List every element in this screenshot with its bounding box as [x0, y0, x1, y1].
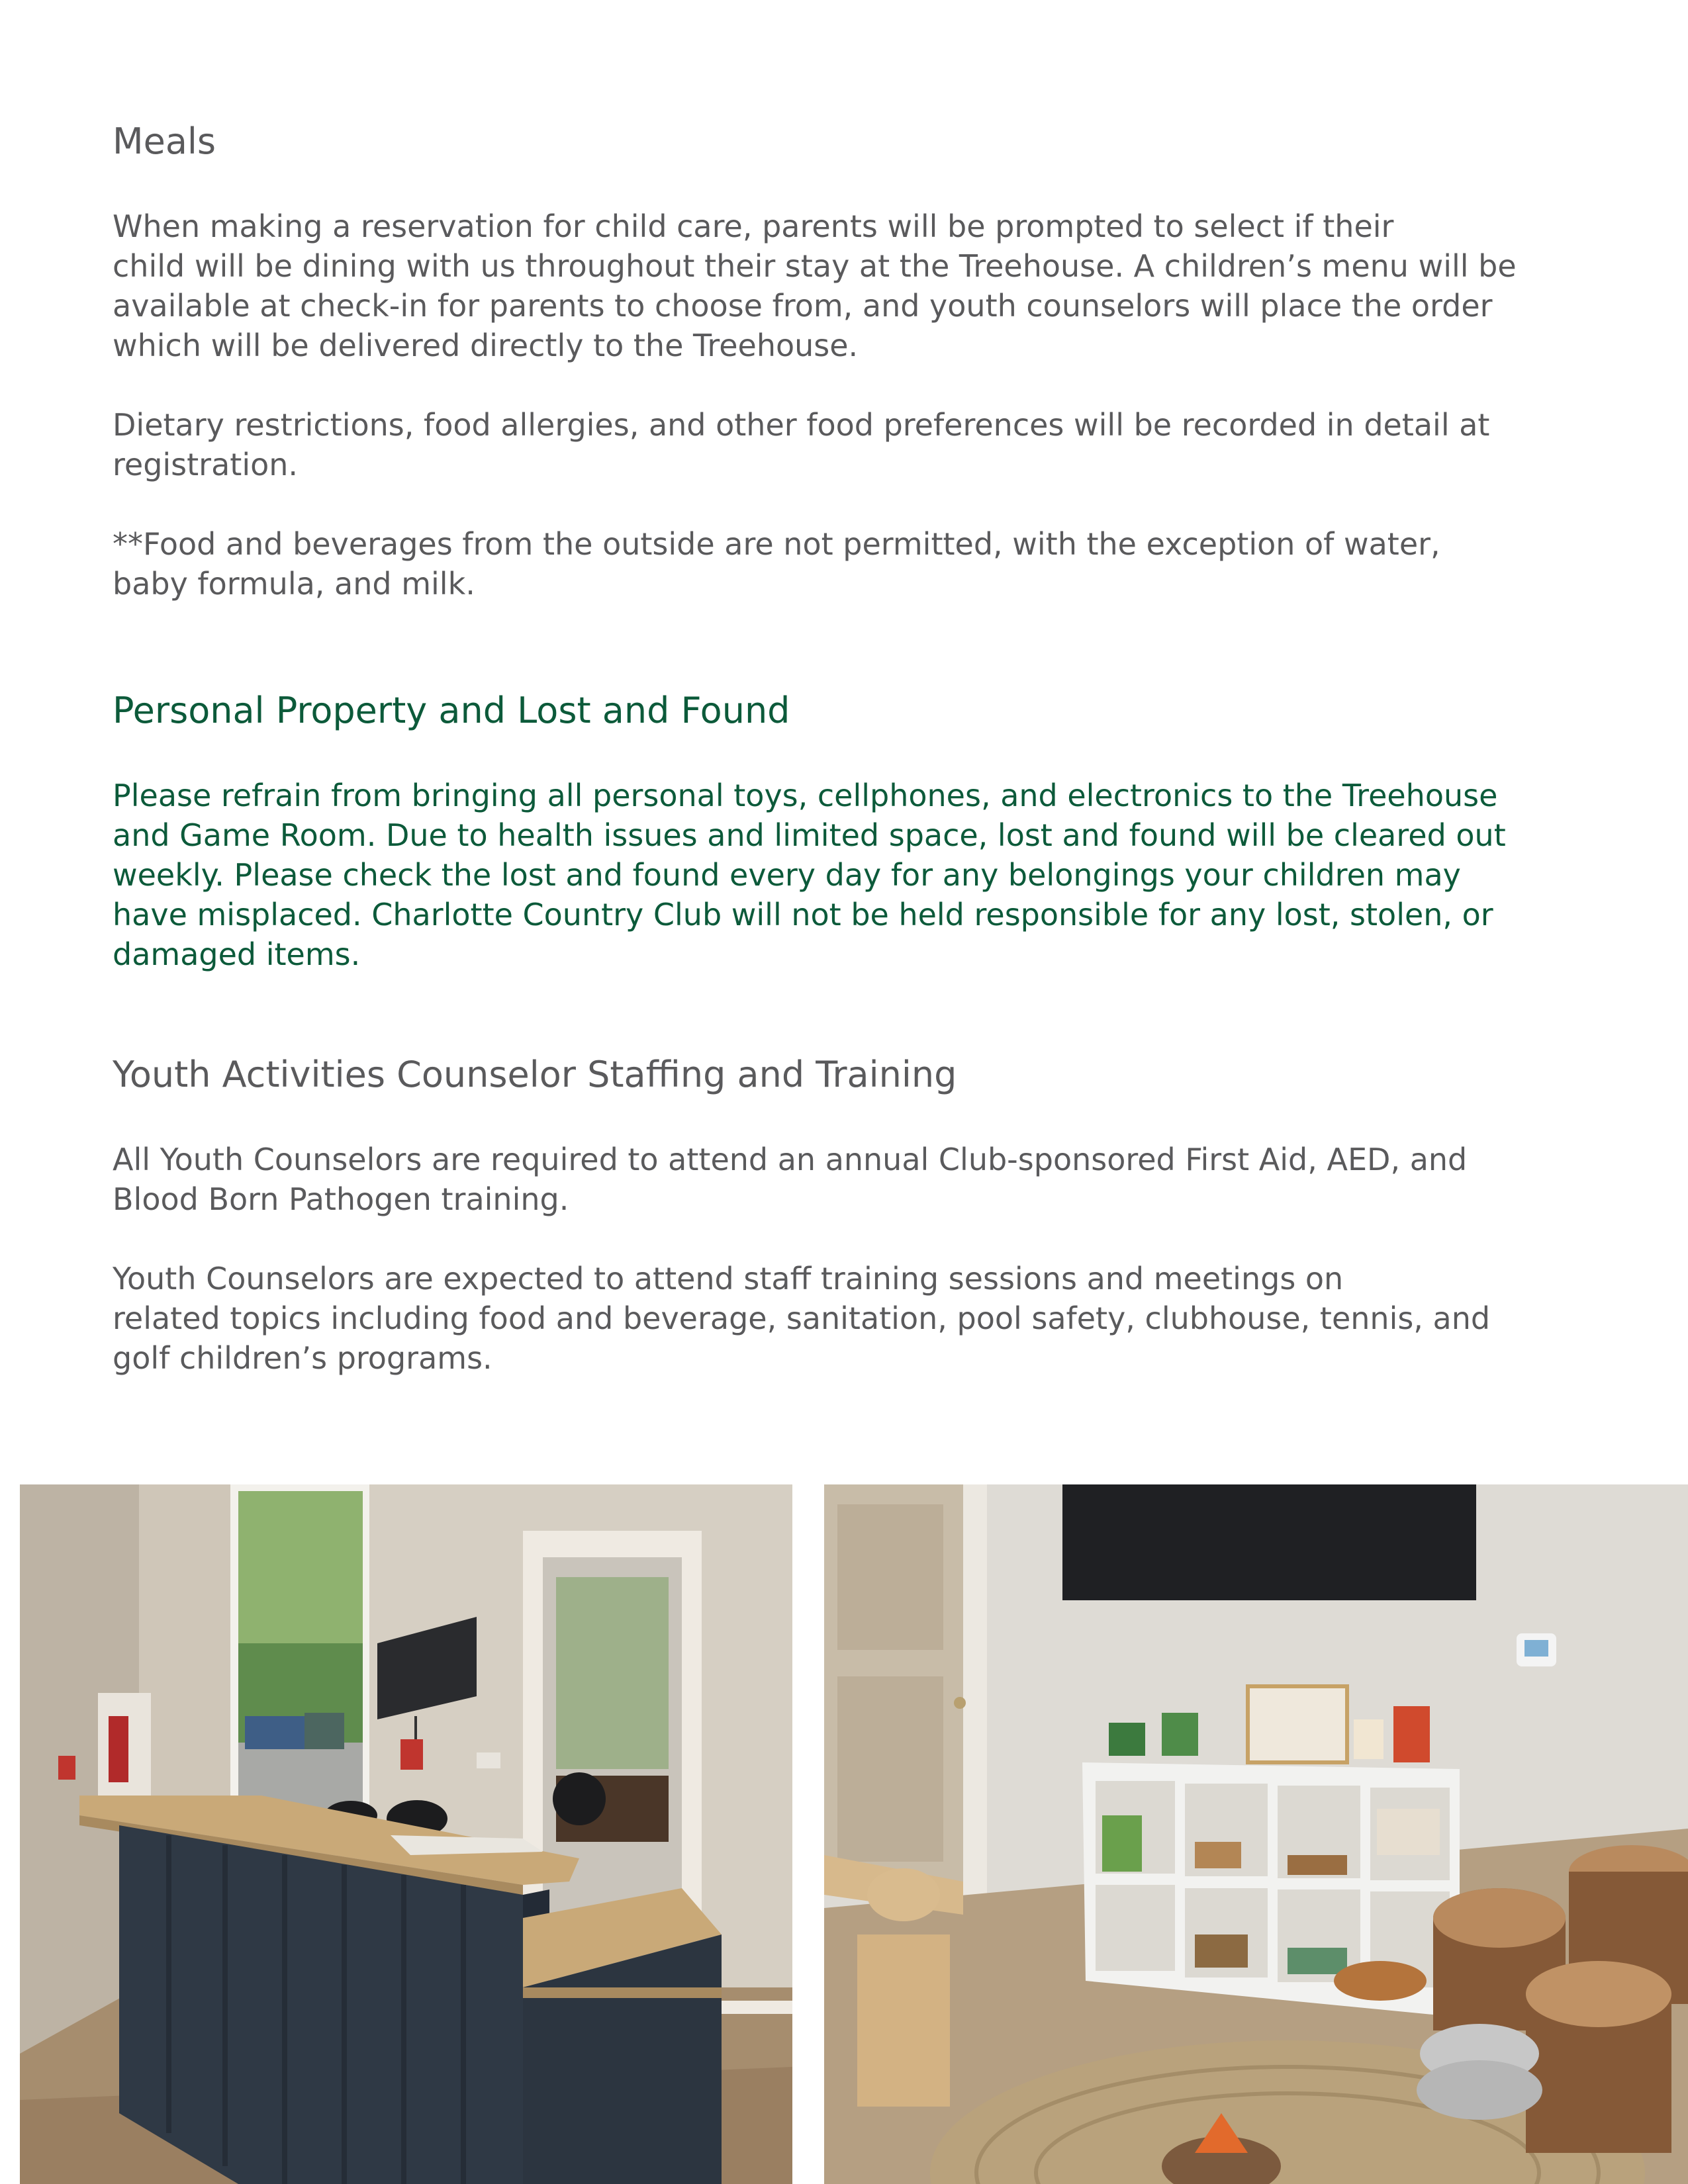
property-heading: Personal Property and Lost and Found: [113, 690, 790, 731]
text-line: Blood Born Pathogen training.: [113, 1181, 569, 1217]
text-line: related topics including food and beverage, sanitation, pool safety, clubhouse, tennis, and: [113, 1300, 1491, 1336]
property-paragraph: [113, 776, 1536, 974]
text-line: weekly. Please check the lost and found every day for any belongings your children may: [113, 857, 1461, 893]
text-line: and Game Room. Due to health issues and limited space, lost and found will be cleared out: [113, 817, 1506, 853]
text-line: Dietary restrictions, food allergies, and other food preferences will be recorded in detail at: [113, 407, 1490, 443]
text-line: Youth Counselors are expected to attend staff training sessions and meetings on: [113, 1261, 1344, 1297]
reception-desk-photo: [20, 1484, 792, 2184]
text-line: available at check-in for parents to choose from, and youth counselors will place the order: [113, 288, 1493, 324]
meals-paragraph-1: [113, 206, 1536, 365]
meals-heading: Meals: [113, 120, 216, 162]
text-line: child will be dining with us throughout their stay at the Treehouse. A children’s menu will be: [113, 248, 1517, 284]
text-line: **Food and beverages from the outside are not permitted, with the exception of water,: [113, 526, 1440, 562]
text-line: have misplaced. Charlotte Country Club will not be held responsible for any lost, stolen, or: [113, 897, 1493, 933]
staffing-paragraph-2: [113, 1259, 1536, 1378]
text-line: All Youth Counselors are required to attend an annual Club-sponsored First Aid, AED, and: [113, 1142, 1468, 1177]
text-line: Please refrain from bringing all personal toys, cellphones, and electronics to the Treehouse: [113, 778, 1498, 813]
text-line: baby formula, and milk.: [113, 566, 475, 602]
text-line: golf children’s programs.: [113, 1340, 492, 1376]
meals-paragraph-2: [113, 405, 1536, 484]
meals-paragraph-3: [113, 524, 1536, 604]
play-room-photo: [824, 1484, 1688, 2184]
text-line: registration.: [113, 447, 299, 482]
staffing-heading: Youth Activities Counselor Staffing and Training: [113, 1054, 957, 1095]
text-line: damaged items.: [113, 936, 361, 972]
staffing-paragraph-1: [113, 1140, 1536, 1219]
text-line: When making a reservation for child care, parents will be prompted to select if their: [113, 208, 1394, 244]
text-line: which will be delivered directly to the Treehouse.: [113, 328, 859, 363]
